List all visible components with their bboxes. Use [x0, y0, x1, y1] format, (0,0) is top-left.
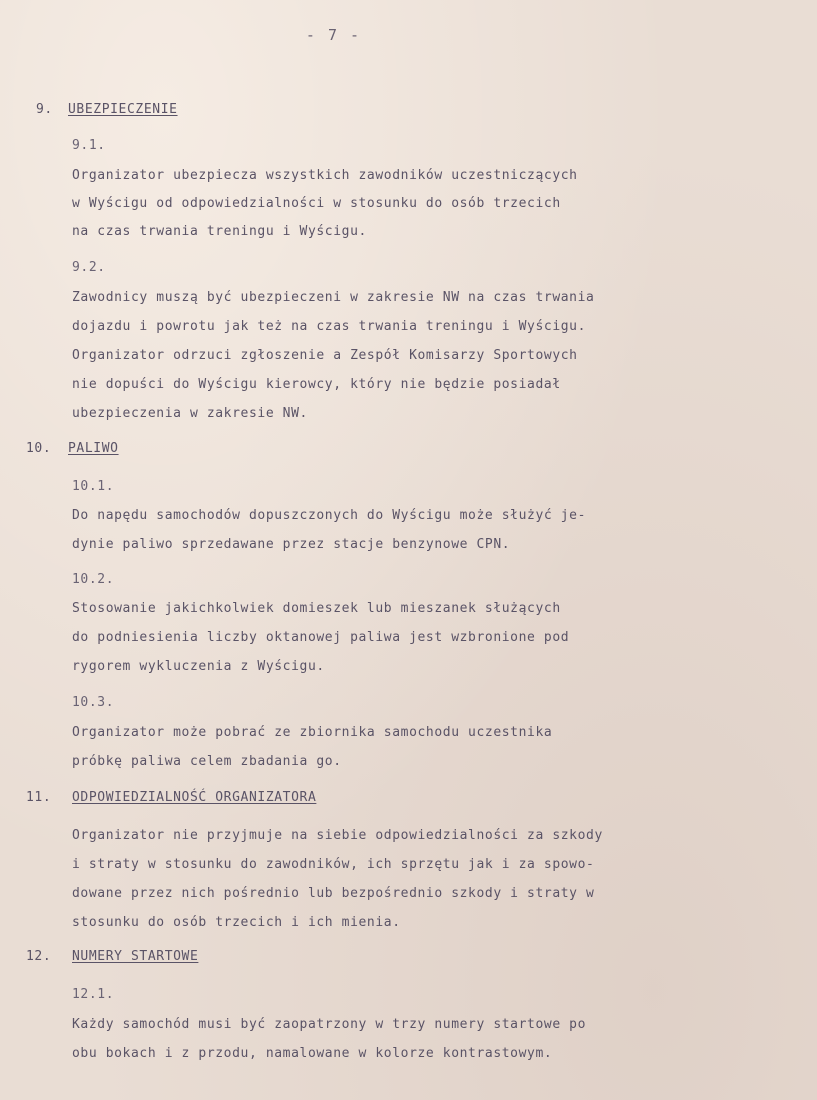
- section-10-1-line-2: dynie paliwo sprzedawane przez stacje benzynowe CPN.: [72, 537, 511, 552]
- section-12-1-line-2: obu bokach i z przodu, namalowane w kolorze kontrastowym.: [72, 1046, 553, 1061]
- section-9-2-number: 9.2.: [72, 260, 106, 275]
- section-10-1-number: 10.1.: [72, 479, 115, 494]
- section-9-2-line-1: Zawodnicy muszą być ubezpieczeni w zakresie NW na czas trwania: [72, 290, 595, 305]
- section-9-title: UBEZPIECZENIE: [68, 102, 178, 117]
- section-10-2-line-3: rygorem wykluczenia z Wyścigu.: [72, 659, 325, 674]
- section-10-3-number: 10.3.: [72, 695, 115, 710]
- page-number: - 7 -: [305, 26, 362, 44]
- section-10-title: PALIWO: [68, 441, 119, 456]
- section-10-2-line-2: do podniesienia liczby oktanowej paliwa jest wzbronione pod: [72, 630, 570, 645]
- section-10-2-line-1: Stosowanie jakichkolwiek domieszek lub mieszanek służących: [72, 601, 561, 616]
- section-9-1-line-2: w Wyścigu od odpowiedzialności w stosunku do osób trzecich: [72, 196, 561, 211]
- section-9-2-line-4: nie dopuści do Wyścigu kierowcy, który nie będzie posiadał: [72, 377, 561, 392]
- section-9-number: 9.: [36, 102, 53, 117]
- section-9-1-line-1: Organizator ubezpiecza wszystkich zawodników uczestniczących: [72, 168, 578, 183]
- section-11-number: 11.: [26, 790, 52, 805]
- section-9-2-line-3: Organizator odrzuci zgłoszenie a Zespół Komisarzy Sportowych: [72, 348, 578, 363]
- section-9-2-line-5: ubezpieczenia w zakresie NW.: [72, 406, 308, 421]
- section-12-number: 12.: [26, 949, 52, 964]
- section-11-line-4: stosunku do osób trzecich i ich mienia.: [72, 915, 401, 930]
- section-10-2-number: 10.2.: [72, 572, 115, 587]
- section-12-1-number: 12.1.: [72, 987, 115, 1002]
- section-10-1-line-1: Do napędu samochodów dopuszczonych do Wyścigu może służyć je-: [72, 508, 587, 523]
- section-9-1-number: 9.1.: [72, 138, 106, 153]
- section-9-1-line-3: na czas trwania treningu i Wyścigu.: [72, 224, 367, 239]
- section-11-line-1: Organizator nie przyjmuje na siebie odpowiedzialności za szkody: [72, 828, 603, 843]
- section-9-2-line-2: dojazdu i powrotu jak też na czas trwania treningu i Wyścigu.: [72, 319, 587, 334]
- section-10-3-line-2: próbkę paliwa celem zbadania go.: [72, 754, 342, 769]
- section-11-line-3: dowane przez nich pośrednio lub bezpośrednio szkody i straty w: [72, 886, 595, 901]
- section-11-title: ODPOWIEDZIALNOŚĆ ORGANIZATORA: [72, 790, 317, 805]
- section-10-3-line-1: Organizator może pobrać ze zbiornika samochodu uczestnika: [72, 725, 553, 740]
- section-12-title: NUMERY STARTOWE: [72, 949, 199, 964]
- section-10-number: 10.: [26, 441, 52, 456]
- section-12-1-line-1: Każdy samochód musi być zaopatrzony w trzy numery startowe po: [72, 1017, 587, 1032]
- section-11-line-2: i straty w stosunku do zawodników, ich sprzętu jak i za spowo-: [72, 857, 595, 872]
